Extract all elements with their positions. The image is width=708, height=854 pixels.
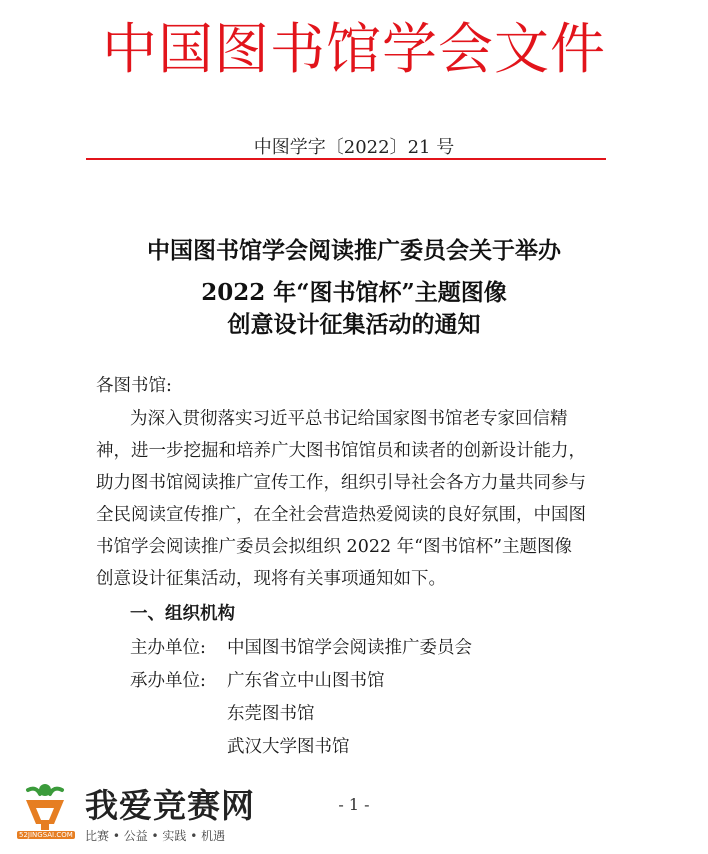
watermark-name: 我爱竞赛网 xyxy=(85,786,255,825)
notice-title-line-2: 2022 年“图书馆杯”主题图像 xyxy=(201,279,507,306)
paragraph-line: 神，进一步挖掘和培养广大图书馆馆员和读者的创新设计能力， xyxy=(96,441,586,461)
page-number: - 1 - xyxy=(338,795,370,814)
paragraph-line: 创意设计征集活动，现将有关事项通知如下。 xyxy=(96,569,446,589)
paragraph-line: 为深入贯彻落实习近平总书记给国家图书馆老专家回信精 xyxy=(130,409,568,429)
host-value: 中国图书馆学会阅读推广委员会 xyxy=(227,638,472,658)
notice-title-line-3: 创意设计征集活动的通知 xyxy=(227,311,481,338)
watermark-tagline: 比赛 • 公益 • 实践 • 机遇 xyxy=(85,829,226,843)
organizer-label: 承办单位: xyxy=(130,671,206,691)
paragraph-line: 助力图书馆阅读推广宣传工作，组织引导社会各方力量共同参与 xyxy=(96,473,586,493)
organizer-item: 广东省立中山图书馆 xyxy=(227,671,385,691)
watermark-url: 52JINGSAI.COM xyxy=(19,831,73,839)
document-header-title: 中国图书馆学会文件 xyxy=(101,17,606,81)
paragraph-line: 书馆学会阅读推广委员会拟组织 2022 年“图书馆杯”主题图像 xyxy=(96,537,573,557)
salutation: 各图书馆: xyxy=(96,376,172,396)
document-number: 中图学字〔2022〕21 号 xyxy=(253,137,455,158)
organizer-item: 东莞图书馆 xyxy=(227,704,315,724)
host-label: 主办单位: xyxy=(130,638,206,658)
organizer-item: 武汉大学图书馆 xyxy=(227,737,350,757)
red-divider-line xyxy=(86,158,606,160)
paragraph-line: 全民阅读宣传推广，在全社会营造热爱阅读的良好氛围，中国图 xyxy=(96,505,586,525)
notice-title-line-1: 中国图书馆学会阅读推广委员会关于举办 xyxy=(147,237,561,264)
section-heading: 一、组织机构 xyxy=(130,604,235,624)
